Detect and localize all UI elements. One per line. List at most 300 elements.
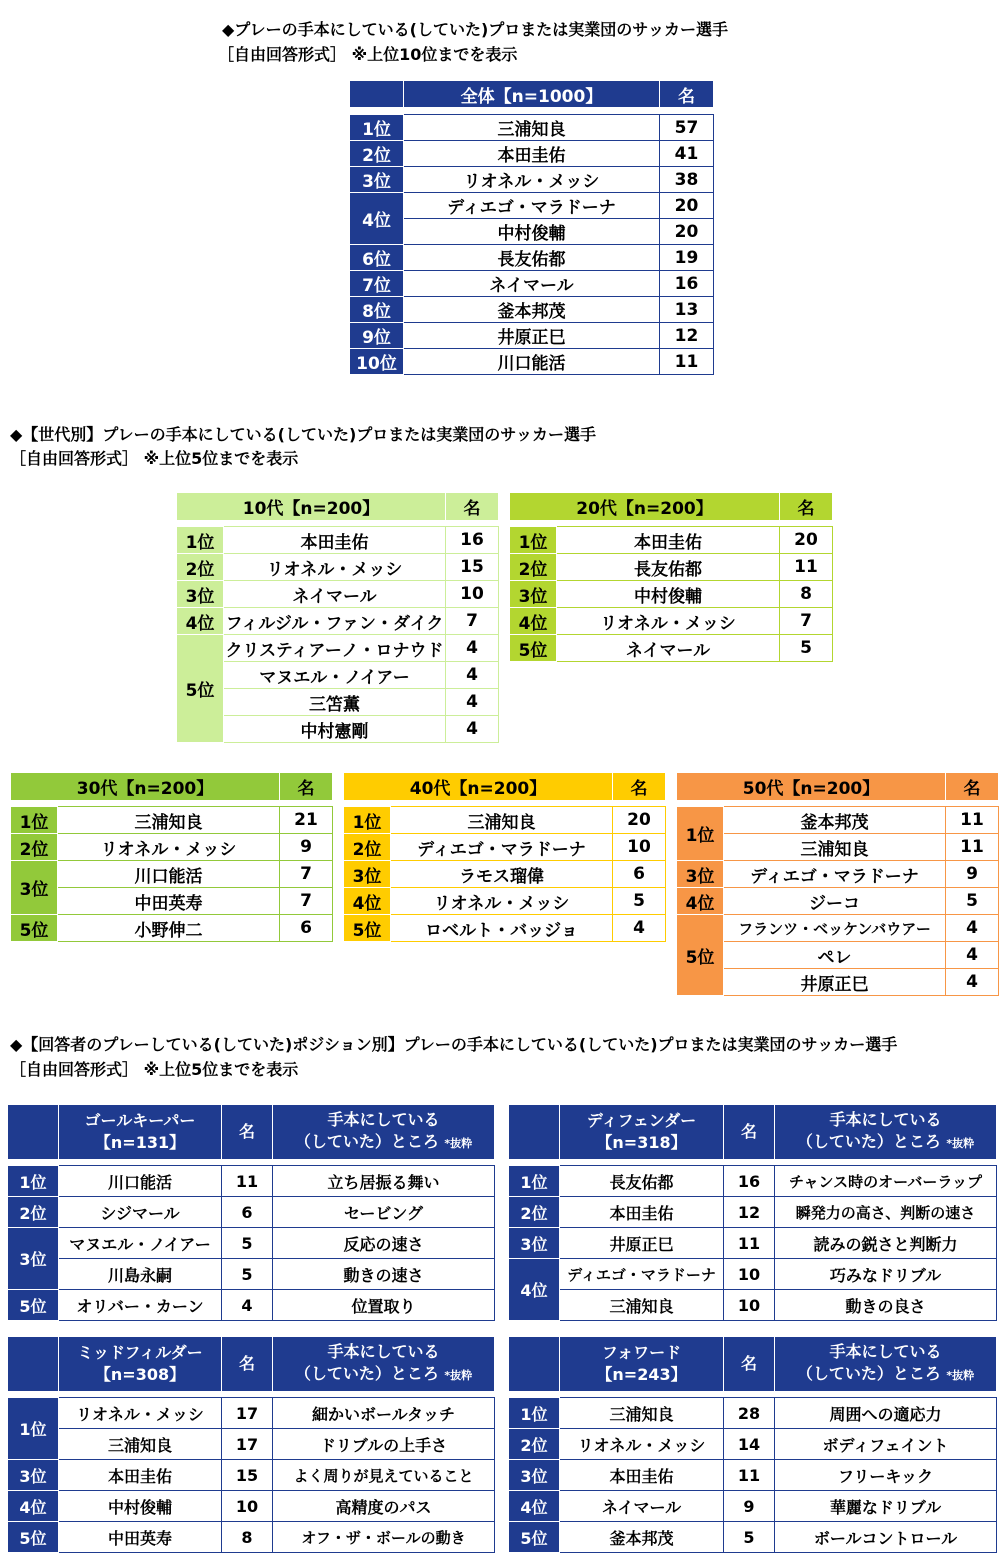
- count-cell: 6: [613, 861, 666, 888]
- reason-label-2: （していた）ところ: [796, 1364, 941, 1383]
- reason-header: [775, 1105, 997, 1160]
- count-cell: 5: [222, 1259, 273, 1290]
- reason-cell: 華麗なドリブル: [775, 1491, 997, 1522]
- count-cell: 6: [222, 1197, 273, 1228]
- player-name: リオネル・メッシ: [404, 167, 660, 193]
- reason-cell: 細かいボールタッチ: [273, 1398, 495, 1429]
- table-row: [344, 807, 666, 834]
- rank-cell: 9位: [350, 323, 404, 349]
- gen-header: 20代【n=200】: [510, 493, 780, 521]
- count-cell: 7: [280, 861, 333, 888]
- player-name: リオネル・メッシ: [557, 608, 780, 635]
- count-cell: 20: [780, 527, 833, 554]
- player-name: 釜本邦茂: [724, 807, 946, 834]
- count-cell: 11: [724, 1228, 775, 1259]
- reason-cell: 読みの鋭さと判断力: [775, 1228, 997, 1259]
- position-n: 【n=318】: [596, 1133, 687, 1152]
- rank-cell: 4位: [8, 1491, 59, 1522]
- generation-subheading: ［自由回答形式］ ※上位5位までを表示: [10, 449, 299, 468]
- overall-count-header: 名: [660, 81, 714, 108]
- player-name: 本田圭佑: [404, 141, 660, 167]
- table-row: [344, 861, 666, 888]
- player-name: 本田圭佑: [557, 527, 780, 554]
- rank-cell: 4位: [677, 888, 724, 915]
- reason-header: [273, 1337, 495, 1392]
- player-name: ネイマール: [404, 271, 660, 297]
- player-name: 三浦知良: [59, 1429, 222, 1460]
- count-cell: 16: [446, 527, 499, 554]
- gen-table-50s: [676, 772, 999, 996]
- count-cell: 11: [724, 1460, 775, 1491]
- player-name: 三浦知良: [560, 1398, 724, 1429]
- pos-count-header: 名: [724, 1337, 775, 1392]
- table-row: [509, 1290, 997, 1321]
- rank-cell: 1位: [8, 1398, 59, 1460]
- count-cell: 13: [660, 297, 714, 323]
- player-name: 中田英寿: [58, 888, 280, 915]
- count-cell: 17: [222, 1398, 273, 1429]
- table-row: [509, 1228, 997, 1259]
- player-name: ロベルト・バッジョ: [391, 915, 613, 942]
- count-cell: 20: [660, 193, 714, 219]
- rank-cell: 1位: [8, 1166, 59, 1197]
- reason-cell: よく周りが見えていること: [273, 1460, 495, 1491]
- count-cell: 4: [946, 942, 999, 969]
- table-row: [510, 554, 833, 581]
- rank-cell: 1位: [509, 1398, 560, 1429]
- count-cell: 9: [280, 834, 333, 861]
- count-cell: 9: [946, 861, 999, 888]
- reason-label-1: 手本にしている: [327, 1110, 440, 1129]
- reason-label-2: （していた）ところ: [294, 1364, 439, 1383]
- table-row: [350, 115, 714, 141]
- pos-corner: [509, 1105, 560, 1160]
- rank-cell: 1位: [350, 115, 404, 141]
- table-row: [8, 1398, 495, 1429]
- count-cell: 10: [724, 1290, 775, 1321]
- count-cell: 10: [724, 1259, 775, 1290]
- position-n: 【n=243】: [596, 1365, 687, 1384]
- rank-cell: 5位: [11, 915, 58, 942]
- player-name: 本田圭佑: [59, 1460, 222, 1491]
- table-row: [509, 1522, 997, 1553]
- player-name: ディエゴ・マラドーナ: [724, 861, 946, 888]
- player-name: 井原正巳: [724, 969, 946, 996]
- count-cell: 7: [280, 888, 333, 915]
- player-name: 釜本邦茂: [560, 1522, 724, 1553]
- table-row: [509, 1166, 997, 1197]
- rank-cell: 6位: [350, 245, 404, 271]
- count-cell: 4: [946, 969, 999, 996]
- rank-cell: 5位: [677, 915, 724, 996]
- player-name: フィルジル・ファン・ダイク: [224, 608, 446, 635]
- rank-cell: 1位: [510, 527, 557, 554]
- player-name: マヌエル・ノイアー: [224, 662, 446, 689]
- position-n: 【n=131】: [94, 1133, 186, 1152]
- table-row: [350, 245, 714, 271]
- count-cell: 6: [280, 915, 333, 942]
- count-cell: 4: [446, 689, 499, 716]
- gen-count-header: 名: [613, 773, 666, 801]
- table-row: [509, 1259, 997, 1290]
- reason-cell: ボールコントロール: [775, 1522, 997, 1553]
- gen-count-header: 名: [780, 493, 833, 521]
- pos-header: [59, 1105, 222, 1160]
- player-name: ラモス瑠偉: [391, 861, 613, 888]
- count-cell: 11: [222, 1166, 273, 1197]
- rank-cell: 5位: [177, 635, 224, 743]
- rank-cell: 3位: [344, 861, 391, 888]
- count-cell: 4: [446, 662, 499, 689]
- count-cell: 20: [613, 807, 666, 834]
- count-cell: 8: [222, 1522, 273, 1553]
- table-row: [177, 527, 499, 554]
- player-name: 本田圭佑: [560, 1197, 724, 1228]
- rank-cell: 3位: [11, 861, 58, 915]
- count-cell: 4: [613, 915, 666, 942]
- pos-table-defender: [508, 1104, 997, 1321]
- count-cell: 10: [613, 834, 666, 861]
- player-name: フランツ・ベッケンバウアー: [724, 915, 946, 942]
- rank-cell: 4位: [510, 608, 557, 635]
- player-name: ディエゴ・マラドーナ: [560, 1259, 724, 1290]
- rank-cell: 4位: [177, 608, 224, 635]
- rank-cell: 1位: [11, 807, 58, 834]
- table-row: [677, 834, 999, 861]
- table-row: [177, 608, 499, 635]
- count-cell: 16: [660, 271, 714, 297]
- player-name: 三笘薫: [224, 689, 446, 716]
- count-cell: 38: [660, 167, 714, 193]
- rank-cell: 2位: [344, 834, 391, 861]
- count-cell: 4: [946, 915, 999, 942]
- player-name: 川口能活: [58, 861, 280, 888]
- pos-header: [560, 1337, 724, 1392]
- position-name: ディフェンダー: [586, 1111, 697, 1130]
- pos-table-forward: [508, 1336, 997, 1553]
- reason-label-1: 手本にしている: [829, 1110, 942, 1129]
- table-row: [510, 635, 833, 662]
- pos-table-goalkeeper: [7, 1104, 495, 1321]
- count-cell: 4: [446, 635, 499, 662]
- excerpt-note: *抜粋: [946, 1137, 975, 1150]
- table-row: [350, 271, 714, 297]
- table-row: [350, 323, 714, 349]
- count-cell: 12: [660, 323, 714, 349]
- player-name: 本田圭佑: [560, 1460, 724, 1491]
- player-name: 中村俊輔: [59, 1491, 222, 1522]
- player-name: リオネル・メッシ: [59, 1398, 222, 1429]
- count-cell: 4: [446, 716, 499, 743]
- gen-table-30s: [10, 772, 333, 942]
- gen-header: 50代【n=200】: [677, 773, 946, 801]
- count-cell: 8: [780, 581, 833, 608]
- rank-cell: 4位: [509, 1259, 560, 1321]
- count-cell: 57: [660, 115, 714, 141]
- player-name: 釜本邦茂: [404, 297, 660, 323]
- rank-cell: 3位: [8, 1228, 59, 1290]
- player-name: 本田圭佑: [224, 527, 446, 554]
- rank-cell: 4位: [509, 1491, 560, 1522]
- player-name: ネイマール: [557, 635, 780, 662]
- count-cell: 11: [946, 834, 999, 861]
- excerpt-note: *抜粋: [444, 1369, 473, 1382]
- count-cell: 28: [724, 1398, 775, 1429]
- overall-subheading: ［自由回答形式］ ※上位10位までを表示: [218, 45, 518, 64]
- rank-cell: 2位: [11, 834, 58, 861]
- reason-cell: 周囲への適応力: [775, 1398, 997, 1429]
- table-row: [677, 888, 999, 915]
- table-row: [509, 1398, 997, 1429]
- count-cell: 10: [446, 581, 499, 608]
- gen-header: 10代【n=200】: [177, 493, 446, 521]
- table-row: [177, 635, 499, 662]
- table-row: [677, 942, 999, 969]
- table-row: [11, 807, 333, 834]
- rank-cell: 8位: [350, 297, 404, 323]
- player-name: リオネル・メッシ: [560, 1429, 724, 1460]
- table-row: [350, 141, 714, 167]
- rank-cell: 4位: [344, 888, 391, 915]
- player-name: 三浦知良: [391, 807, 613, 834]
- player-name: ジーコ: [724, 888, 946, 915]
- player-name: ネイマール: [560, 1491, 724, 1522]
- player-name: ネイマール: [224, 581, 446, 608]
- reason-cell: 瞬発力の高さ、判断の速さ: [775, 1197, 997, 1228]
- player-name: 三浦知良: [58, 807, 280, 834]
- player-name: クリスティアーノ・ロナウド: [224, 635, 446, 662]
- pos-count-header: 名: [724, 1105, 775, 1160]
- count-cell: 7: [446, 608, 499, 635]
- table-row: [11, 888, 333, 915]
- reason-cell: セービング: [273, 1197, 495, 1228]
- count-cell: 16: [724, 1166, 775, 1197]
- rank-cell: 3位: [677, 861, 724, 888]
- table-row: [510, 527, 833, 554]
- rank-cell: 1位: [677, 807, 724, 861]
- count-cell: 12: [724, 1197, 775, 1228]
- rank-cell: 5位: [8, 1522, 59, 1553]
- table-row: [509, 1460, 997, 1491]
- table-row: [177, 716, 499, 743]
- rank-cell: 3位: [510, 581, 557, 608]
- table-row: [344, 834, 666, 861]
- count-cell: 21: [280, 807, 333, 834]
- reason-cell: 動きの速さ: [273, 1259, 495, 1290]
- reason-cell: 巧みなドリブル: [775, 1259, 997, 1290]
- reason-label-1: 手本にしている: [327, 1342, 440, 1361]
- player-name: ペレ: [724, 942, 946, 969]
- reason-cell: 高精度のパス: [273, 1491, 495, 1522]
- gen-count-header: 名: [446, 493, 499, 521]
- table-row: [8, 1522, 495, 1553]
- table-row: [177, 581, 499, 608]
- rank-cell: 3位: [509, 1228, 560, 1259]
- count-cell: 5: [724, 1522, 775, 1553]
- overall-group-header: 全体【n=1000】: [404, 81, 660, 108]
- rank-cell: 5位: [8, 1290, 59, 1321]
- player-name: オリバー・カーン: [59, 1290, 222, 1321]
- table-row: [509, 1197, 997, 1228]
- pos-corner: [509, 1337, 560, 1392]
- rank-cell: 5位: [510, 635, 557, 662]
- count-cell: 4: [222, 1290, 273, 1321]
- rank-cell: 1位: [344, 807, 391, 834]
- player-name: 井原正巳: [404, 323, 660, 349]
- count-cell: 5: [222, 1228, 273, 1259]
- rank-cell: 2位: [509, 1197, 560, 1228]
- excerpt-note: *抜粋: [444, 1137, 473, 1150]
- count-cell: 5: [946, 888, 999, 915]
- player-name: 長友佑都: [560, 1166, 724, 1197]
- gen-count-header: 名: [946, 773, 999, 801]
- table-row: [350, 167, 714, 193]
- reason-cell: 位置取り: [273, 1290, 495, 1321]
- player-name: 長友佑都: [557, 554, 780, 581]
- table-row: [11, 861, 333, 888]
- position-name: フォワード: [601, 1343, 682, 1362]
- player-name: 川口能活: [404, 349, 660, 375]
- player-name: 中田英寿: [59, 1522, 222, 1553]
- count-cell: 11: [780, 554, 833, 581]
- rank-cell: 5位: [344, 915, 391, 942]
- reason-cell: ドリブルの上手さ: [273, 1429, 495, 1460]
- overall-corner: [350, 81, 404, 108]
- table-row: [8, 1290, 495, 1321]
- reason-cell: 立ち居振る舞い: [273, 1166, 495, 1197]
- table-row: [677, 807, 999, 834]
- reason-header: [775, 1337, 997, 1392]
- reason-header: [273, 1105, 495, 1160]
- player-name: 中村俊輔: [404, 219, 660, 245]
- reason-label-2: （していた）ところ: [796, 1132, 941, 1151]
- table-row: [350, 297, 714, 323]
- table-row: [177, 689, 499, 716]
- count-cell: 10: [222, 1491, 273, 1522]
- gen-count-header: 名: [280, 773, 333, 801]
- reason-cell: フリーキック: [775, 1460, 997, 1491]
- reason-cell: 反応の速さ: [273, 1228, 495, 1259]
- position-name: ミッドフィルダー: [77, 1343, 203, 1362]
- player-name: マヌエル・ノイアー: [59, 1228, 222, 1259]
- count-cell: 41: [660, 141, 714, 167]
- table-row: [8, 1197, 495, 1228]
- count-cell: 11: [946, 807, 999, 834]
- gen-table-40s: [343, 772, 666, 942]
- table-row: [344, 915, 666, 942]
- player-name: リオネル・メッシ: [58, 834, 280, 861]
- player-name: 川島永嗣: [59, 1259, 222, 1290]
- table-row: [350, 349, 714, 375]
- reason-cell: チャンス時のオーバーラップ: [775, 1166, 997, 1197]
- pos-corner: [8, 1105, 59, 1160]
- table-row: [677, 969, 999, 996]
- count-cell: 7: [780, 608, 833, 635]
- rank-cell: 10位: [350, 349, 404, 375]
- table-row: [509, 1491, 997, 1522]
- rank-cell: 3位: [177, 581, 224, 608]
- count-cell: 14: [724, 1429, 775, 1460]
- reason-label-2: （していた）ところ: [294, 1132, 439, 1151]
- reason-cell: ボディフェイント: [775, 1429, 997, 1460]
- table-row: [8, 1228, 495, 1259]
- pos-count-header: 名: [222, 1105, 273, 1160]
- overall-heading: ◆プレーの手本にしている(していた)プロまたは実業団のサッカー選手: [222, 20, 728, 39]
- table-row: [177, 554, 499, 581]
- overall-table: [349, 80, 714, 375]
- table-row: [677, 861, 999, 888]
- rank-cell: 1位: [177, 527, 224, 554]
- rank-cell: 3位: [8, 1460, 59, 1491]
- rank-cell: 1位: [509, 1166, 560, 1197]
- position-name: ゴールキーパー: [84, 1111, 196, 1130]
- table-row: [11, 915, 333, 942]
- table-row: [350, 219, 714, 245]
- table-row: [8, 1429, 495, 1460]
- player-name: 井原正巳: [560, 1228, 724, 1259]
- player-name: 三浦知良: [560, 1290, 724, 1321]
- gen-header: 40代【n=200】: [344, 773, 613, 801]
- table-row: [509, 1429, 997, 1460]
- gen-table-10s: [176, 492, 499, 743]
- gen-header: 30代【n=200】: [11, 773, 280, 801]
- table-row: [8, 1460, 495, 1491]
- table-row: [350, 193, 714, 219]
- pos-count-header: 名: [222, 1337, 273, 1392]
- rank-cell: 5位: [509, 1522, 560, 1553]
- rank-cell: 4位: [350, 193, 404, 245]
- rank-cell: 2位: [8, 1197, 59, 1228]
- player-name: シジマール: [59, 1197, 222, 1228]
- rank-cell: 2位: [509, 1429, 560, 1460]
- count-cell: 5: [780, 635, 833, 662]
- rank-cell: 2位: [510, 554, 557, 581]
- pos-header: [59, 1337, 222, 1392]
- position-heading: ◆【回答者のプレーしている(していた)ポジション別】プレーの手本にしている(していた)プロまたは実業団のサッカー選手: [10, 1035, 898, 1054]
- reason-cell: 動きの良さ: [775, 1290, 997, 1321]
- pos-corner: [8, 1337, 59, 1392]
- pos-table-midfielder: [7, 1336, 495, 1553]
- rank-cell: 2位: [177, 554, 224, 581]
- player-name: 小野伸二: [58, 915, 280, 942]
- position-n: 【n=308】: [94, 1365, 186, 1384]
- count-cell: 17: [222, 1429, 273, 1460]
- reason-cell: オフ・ザ・ボールの動き: [273, 1522, 495, 1553]
- rank-cell: 3位: [509, 1460, 560, 1491]
- table-row: [344, 888, 666, 915]
- table-row: [677, 915, 999, 942]
- player-name: 中村憲剛: [224, 716, 446, 743]
- player-name: 川口能活: [59, 1166, 222, 1197]
- player-name: ディエゴ・マラドーナ: [391, 834, 613, 861]
- count-cell: 11: [660, 349, 714, 375]
- generation-heading: ◆【世代別】プレーの手本にしている(していた)プロまたは実業団のサッカー選手: [10, 425, 596, 444]
- rank-cell: 7位: [350, 271, 404, 297]
- table-row: [8, 1259, 495, 1290]
- table-row: [510, 608, 833, 635]
- count-cell: 20: [660, 219, 714, 245]
- player-name: リオネル・メッシ: [391, 888, 613, 915]
- table-row: [11, 834, 333, 861]
- reason-label-1: 手本にしている: [829, 1342, 942, 1361]
- table-row: [8, 1166, 495, 1197]
- count-cell: 19: [660, 245, 714, 271]
- player-name: 三浦知良: [404, 115, 660, 141]
- player-name: ディエゴ・マラドーナ: [404, 193, 660, 219]
- position-subheading: ［自由回答形式］ ※上位5位までを表示: [10, 1060, 299, 1079]
- player-name: 長友佑都: [404, 245, 660, 271]
- count-cell: 15: [446, 554, 499, 581]
